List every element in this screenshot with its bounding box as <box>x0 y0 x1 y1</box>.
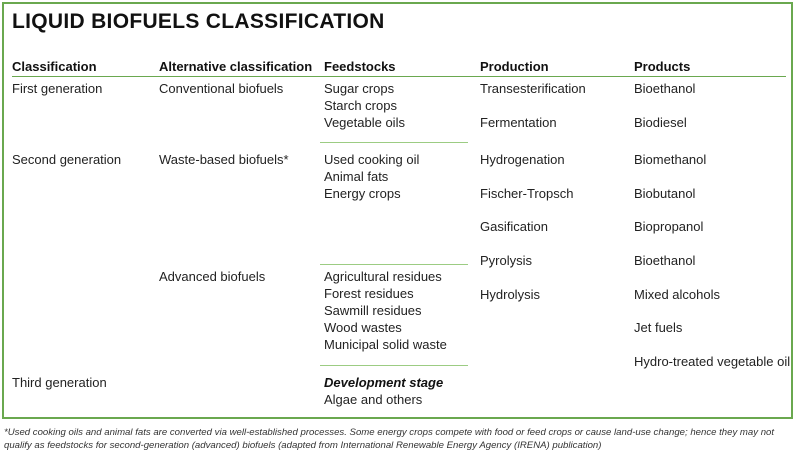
feedstocks-third-generation: Algae and others <box>324 392 423 407</box>
footnote-line-1: *Used cooking oils and animal fats are converted via well-established processes. Some energy crops compete with food or feed crops or cause land-use change; hence they may not <box>4 427 775 438</box>
list-item: Municipal solid waste <box>324 337 447 352</box>
header-divider <box>12 76 786 77</box>
production-hydrolysis: Hydrolysis <box>480 287 540 302</box>
footnote-line-2: qualify as feedstocks for second-generation (advanced) biofuels (adapted from International Renewable Energy Agency (IRENA) publication) <box>4 440 602 451</box>
product-biopropanol: Biopropanol <box>634 219 704 234</box>
development-stage-label: Development stage <box>324 375 444 390</box>
list-item: Used cooking oil <box>324 152 420 167</box>
row-divider <box>320 264 468 265</box>
product-bioethanol: Bioethanol <box>634 81 696 96</box>
header-products: Products <box>634 59 691 74</box>
list-item: Agricultural residues <box>324 269 442 284</box>
list-item: Starch crops <box>324 98 397 113</box>
production-fischer-tropsch: Fischer-Tropsch <box>480 186 574 201</box>
list-item: Sawmill residues <box>324 303 422 318</box>
feedstocks-first-generation <box>324 80 405 131</box>
production-transesterification: Transesterification <box>480 81 586 96</box>
product-jet-fuels: Jet fuels <box>634 320 683 335</box>
product-bioethanol-2: Bioethanol <box>634 253 696 268</box>
list-item: Vegetable oils <box>324 115 405 130</box>
feedstocks-advanced <box>324 268 447 353</box>
alternative-conventional-biofuels: Conventional biofuels <box>159 81 284 96</box>
list-item: Wood wastes <box>324 320 402 335</box>
product-biomethanol: Biomethanol <box>634 152 707 167</box>
feedstocks-waste-based <box>324 151 419 202</box>
product-hydro-treated-vegetable-oil: Hydro-treated vegetable oil <box>634 354 791 369</box>
list-item: Energy crops <box>324 186 401 201</box>
alternative-advanced-biofuels: Advanced biofuels <box>159 269 266 284</box>
production-fermentation: Fermentation <box>480 115 557 130</box>
classification-second-generation: Second generation <box>12 152 122 167</box>
product-biodiesel: Biodiesel <box>634 115 687 130</box>
header-classification: Classification <box>12 59 97 74</box>
header-feedstocks: Feedstocks <box>324 59 396 74</box>
list-item: Sugar crops <box>324 81 395 96</box>
product-mixed-alcohols: Mixed alcohols <box>634 287 720 302</box>
alternative-waste-based-biofuels: Waste-based biofuels* <box>159 152 289 167</box>
header-production: Production <box>480 59 549 74</box>
product-biobutanol: Biobutanol <box>634 186 696 201</box>
production-gasification: Gasification <box>480 219 548 234</box>
classification-first-generation: First generation <box>12 81 103 96</box>
row-divider <box>320 142 468 143</box>
header-alternative-classification: Alternative classification <box>159 59 313 74</box>
list-item: Forest residues <box>324 286 414 301</box>
classification-third-generation: Third generation <box>12 375 107 390</box>
production-pyrolysis: Pyrolysis <box>480 253 533 268</box>
production-hydrogenation: Hydrogenation <box>480 152 565 167</box>
row-divider <box>320 365 468 366</box>
page-title: LIQUID BIOFUELS CLASSIFICATION <box>12 10 385 33</box>
list-item: Animal fats <box>324 169 389 184</box>
